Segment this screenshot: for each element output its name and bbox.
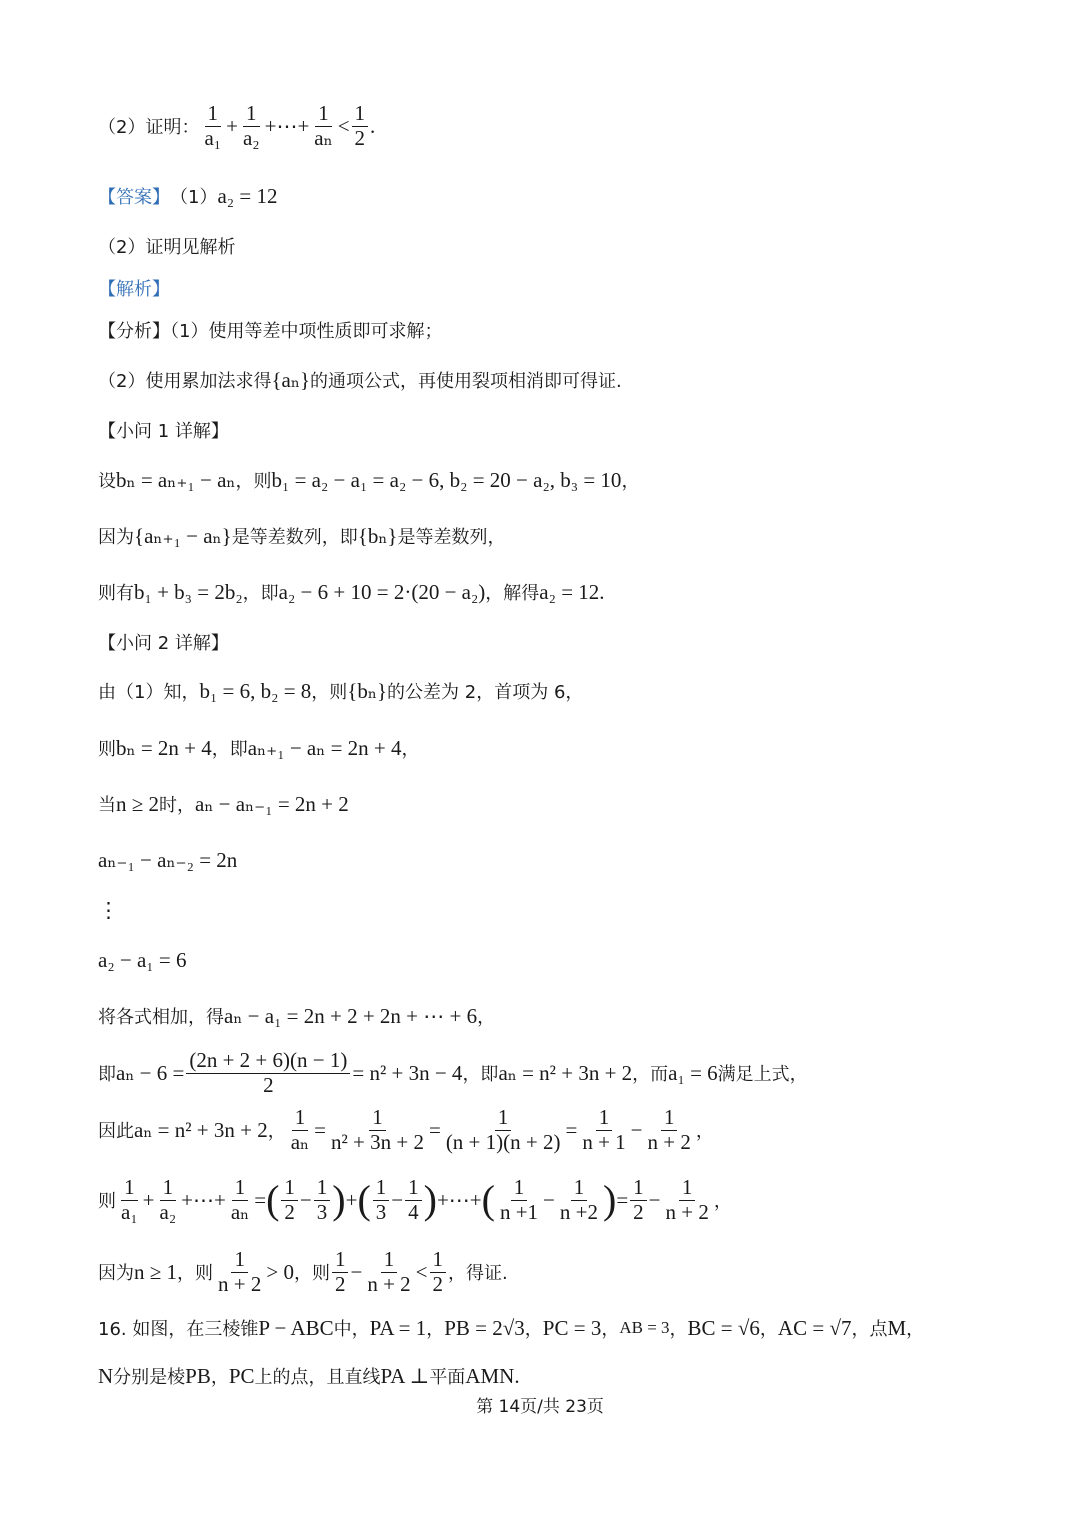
- text: 当: [98, 795, 116, 816]
- fraction: $\frac{1}{n + 1}$: [582, 1104, 626, 1154]
- fraction: $\frac{1}{2}$: [332, 1248, 349, 1296]
- text: 则有: [98, 583, 134, 604]
- sub1-line-2: [98, 516, 505, 556]
- operator: −: [630, 1117, 643, 1142]
- math: {aₙ₊₁ − aₙ}: [134, 523, 232, 548]
- sub2-line-8: [98, 1045, 808, 1101]
- text: ，即: [211, 739, 248, 760]
- math: bₙ = 2n + 4: [116, 735, 212, 760]
- math: PA ⊥: [380, 1363, 430, 1388]
- text: 则: [98, 739, 116, 760]
- text: 因为: [98, 527, 134, 548]
- operator: −: [391, 1187, 404, 1212]
- math: aₙ = n² + 3n + 2: [134, 1117, 268, 1142]
- text: ，则: [235, 471, 272, 492]
- text: ，得证.: [448, 1263, 508, 1284]
- operator: −: [299, 1187, 312, 1212]
- answer-tag: 【答案】: [98, 187, 170, 208]
- math: PA = 1: [369, 1315, 427, 1340]
- fraction: $\frac{1}{3}$: [314, 1176, 331, 1224]
- text: 则: [98, 1191, 116, 1212]
- math: PC = 3: [542, 1315, 602, 1340]
- math: aₙ − aₙ₋₁ = 2n + 2: [195, 791, 349, 816]
- punctuation: .: [599, 579, 605, 604]
- operator: <: [337, 113, 350, 138]
- sub2-line-4: aₙ₋₁ − aₙ₋₂ = 2n: [98, 847, 238, 872]
- fraction: $\frac{1}{n +1}$: [499, 1174, 539, 1224]
- text: 因此: [98, 1121, 134, 1142]
- math: aₙ − a₁ = 2n + 2 + 2n + ⋯ + 6: [224, 1003, 478, 1028]
- punctuation: ，: [906, 1319, 925, 1340]
- answer-line-1: [98, 176, 277, 216]
- question-16-line-1: [98, 1308, 924, 1348]
- paren: (: [357, 1177, 371, 1222]
- fraction: $\frac{1}{\text{aₙ}}$: [290, 1104, 310, 1154]
- text: 设: [98, 471, 116, 492]
- text: ，点: [851, 1319, 888, 1340]
- answer-line-2: （2）证明见解析: [98, 237, 236, 258]
- math: aₙ = n² + 3n + 2: [498, 1060, 633, 1085]
- math: a₁ = 6: [668, 1060, 718, 1085]
- text: （1）: [170, 187, 218, 208]
- math: > 0: [266, 1259, 294, 1284]
- punctuation: .: [370, 113, 376, 138]
- math: b₁ = 6, b₂ = 8: [199, 678, 312, 703]
- operator: −: [350, 1259, 363, 1284]
- text: 的公差为 2，首项为 6，: [387, 682, 584, 703]
- text: 是等差数列，即: [231, 527, 358, 548]
- fraction: $\frac{1}{\text{n² + 3n + 2}}$: [330, 1104, 424, 1154]
- math: aₙ − 6 =: [116, 1060, 185, 1085]
- punctuation: ，: [713, 1191, 732, 1212]
- sub2-heading: 【小问 2 详解】: [98, 633, 229, 654]
- text: ，解得: [485, 583, 540, 604]
- sub2-line-3: [98, 784, 349, 824]
- math: M: [887, 1315, 907, 1340]
- text: 将各式相加，得: [98, 1007, 224, 1028]
- math: {aₙ}: [271, 367, 311, 392]
- text: ，则: [177, 1263, 214, 1284]
- text: 由（1）知，: [98, 682, 200, 703]
- fraction: $\frac{1}{\text{a₁}}$: [121, 1174, 138, 1224]
- math: PB: [185, 1363, 211, 1388]
- operator: −: [648, 1187, 661, 1212]
- analysis-line-1: 【分析】（1）使用等差中项性质即可求解；: [98, 321, 443, 342]
- math: PC: [228, 1363, 255, 1388]
- punctuation: ，: [524, 1319, 543, 1340]
- fraction: $\frac{1}{\text{a₂}}$: [159, 1174, 177, 1224]
- text: 即: [98, 1064, 116, 1085]
- math: a₂ − 6 + 10 = 2·(20 − a₂): [278, 579, 486, 604]
- math: AB = 3: [619, 1318, 670, 1337]
- fraction: $\frac{1}{\text{a₁}}$: [204, 100, 222, 150]
- paren: (: [266, 1177, 280, 1222]
- math: aₙ₊₁ − aₙ = 2n + 4: [247, 735, 402, 760]
- sub2-line-1: [98, 671, 583, 711]
- fraction: $\frac{1}{\text{aₙ}}$: [230, 1174, 250, 1224]
- text: ，: [267, 1121, 286, 1142]
- fraction: $\frac{1}{3}$: [373, 1176, 390, 1224]
- operator: +: [345, 1187, 358, 1212]
- punctuation: ，: [759, 1319, 778, 1340]
- punctuation: ，: [210, 1367, 229, 1388]
- text: 因为: [98, 1263, 134, 1284]
- fraction: $\frac{1}{n +2}$: [559, 1174, 598, 1224]
- text: 时，: [159, 795, 196, 816]
- question-label: （2）证明：: [98, 117, 200, 138]
- math: a₂ = 12: [539, 579, 600, 604]
- punctuation: ，: [669, 1319, 688, 1340]
- text: ，则: [311, 682, 348, 703]
- sub2-line-2: [98, 728, 420, 768]
- text: 分别是棱: [113, 1367, 186, 1388]
- fraction: $\frac{1}{\text{a₂}}$: [242, 100, 260, 150]
- punctuation: ，: [695, 1121, 714, 1142]
- fraction: $\frac{1}{n + 2}$: [218, 1246, 262, 1296]
- sub2-line-5: ⋮: [98, 897, 119, 922]
- math: bₙ = aₙ₊₁ − aₙ: [116, 467, 236, 492]
- operator: +: [142, 1187, 155, 1212]
- math: PB = 2√3: [444, 1315, 525, 1340]
- math: P − ABC: [258, 1315, 334, 1340]
- paren: (: [481, 1177, 495, 1222]
- punctuation: .: [514, 1363, 520, 1388]
- fraction: $\frac{1}{\text{aₙ}}$: [314, 100, 333, 150]
- analysis-line-2: [98, 360, 622, 400]
- text: 是等差数列，: [397, 527, 506, 548]
- sub1-line-1: [98, 460, 639, 500]
- text: ，即: [242, 583, 279, 604]
- text: ，即: [462, 1064, 499, 1085]
- text: 平面: [429, 1367, 466, 1388]
- math: a₂ = 12: [217, 183, 278, 208]
- text: ，: [621, 471, 640, 492]
- paren: ): [423, 1177, 437, 1222]
- sub2-line-10: [98, 1168, 732, 1232]
- punctuation: ，: [426, 1319, 445, 1340]
- question-2-statement: [98, 98, 375, 154]
- question-16-line-2: [98, 1356, 520, 1396]
- fraction: $\frac{(2n + 2 + 6)(n - 1)}{2}$: [186, 1049, 350, 1097]
- text: 满足上式，: [717, 1064, 808, 1085]
- text: ，而: [632, 1064, 669, 1085]
- math: AC = √7: [777, 1315, 852, 1340]
- page-footer: 第 14页/共 23页: [476, 1397, 604, 1417]
- text: ，: [477, 1007, 496, 1028]
- fraction: $\frac{1}{n + 2}$: [665, 1174, 709, 1224]
- math: N: [98, 1363, 114, 1388]
- math: b₁ = a₂ − a₁ = a₂ − 6, b₂ = 20 − a₂, b₃ = 10: [271, 467, 622, 492]
- math: b₁ + b₃ = 2b₂: [134, 579, 243, 604]
- fraction: $\frac{1}{(n + 1)(n + 2)}$: [445, 1104, 561, 1154]
- math: BC = √6: [687, 1315, 760, 1340]
- fraction: $\frac{1}{2}$: [630, 1176, 647, 1224]
- text: ，则: [293, 1263, 330, 1284]
- text: ，: [401, 739, 420, 760]
- fraction: $\frac{1}{n + 2}$: [647, 1104, 691, 1154]
- operator: +: [226, 113, 238, 138]
- text: 中，: [333, 1319, 370, 1340]
- fraction: $\frac{1}{2}$: [430, 1248, 447, 1296]
- text: 上的点，且直线: [254, 1367, 381, 1388]
- math: {bₙ}: [357, 523, 398, 548]
- fraction: $\frac{1}{2}$: [281, 1176, 298, 1224]
- operator: =: [616, 1187, 629, 1212]
- operator: +⋯+: [181, 1187, 226, 1212]
- punctuation: ，: [601, 1319, 620, 1340]
- operator: −: [543, 1187, 555, 1212]
- fraction: $\frac{1}{4}$: [405, 1176, 422, 1224]
- text: （2）使用累加法求得: [98, 371, 272, 392]
- paren: ): [602, 1177, 617, 1222]
- sub1-line-3: [98, 572, 605, 612]
- paren: ): [332, 1177, 346, 1222]
- operator: <: [415, 1259, 428, 1284]
- sub2-line-7: [98, 996, 495, 1036]
- sub2-line-6: a₂ − a₁ = 6: [98, 947, 187, 972]
- operator: =: [428, 1117, 441, 1142]
- operator: +⋯+: [436, 1187, 482, 1212]
- operator: =: [314, 1117, 326, 1142]
- sub2-line-11: [98, 1244, 508, 1300]
- text: 16. 如图，在三棱锥: [98, 1319, 259, 1340]
- math: n ≥ 2: [116, 791, 160, 816]
- text: 的通项公式，再使用裂项相消即可得证.: [310, 371, 622, 392]
- analysis-tag: 【解析】: [98, 279, 170, 300]
- sub1-heading: 【小问 1 详解】: [98, 421, 229, 442]
- fraction: $\frac{1}{2}$: [352, 102, 369, 150]
- operator: =: [254, 1187, 267, 1212]
- sub2-line-9: [98, 1102, 714, 1158]
- fraction: $\frac{1}{n + 2}$: [367, 1246, 411, 1296]
- math: = n² + 3n − 4: [352, 1060, 463, 1085]
- operator: =: [565, 1117, 578, 1142]
- math: n ≥ 1: [134, 1259, 178, 1284]
- math: AMN: [465, 1363, 515, 1388]
- math: {bₙ}: [347, 678, 388, 703]
- operator: +⋯+: [264, 113, 310, 138]
